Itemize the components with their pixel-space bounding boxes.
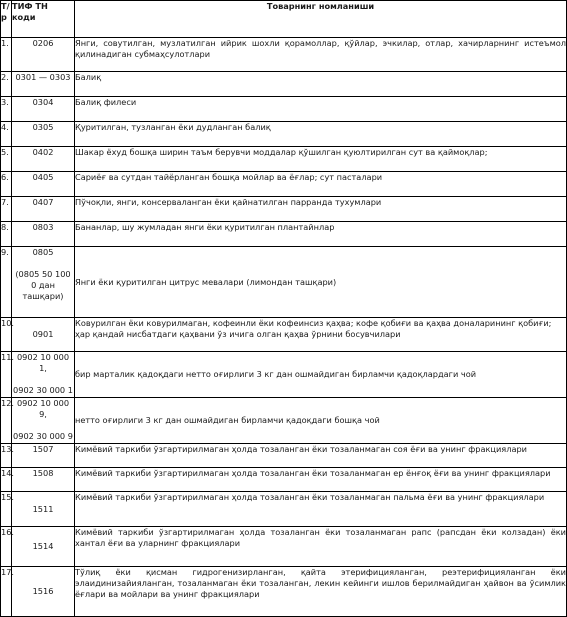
- row-code-cell: [12, 398, 75, 444]
- row-name: Сариёғ ва сутдан тайёрланган бошқа мойлар ва ёғлар; сут пасталари: [75, 172, 567, 197]
- row-number: 2.: [1, 72, 12, 97]
- row-name: Кимёвий таркиби ўзгартирилмаган ҳолда тозаланган ёки тозаланмаган ер ёнғоқ ёғи ва унинг фракциялари: [75, 468, 567, 492]
- row-code: 1507: [12, 444, 75, 468]
- row-number: 4.: [1, 122, 12, 147]
- row-number: 10.: [1, 318, 12, 352]
- header-name: Товарнинг номланиши: [75, 1, 567, 38]
- row-name: бир марталик қадоқдаги нетто оғирлиги 3 кг дан ошмайдиган бирламчи қадоқлардаги чой: [75, 352, 567, 398]
- table-row: [1, 197, 567, 222]
- row-name: Балиқ: [75, 72, 567, 97]
- row-code-extra: 0902 30 000 9: [13, 431, 73, 441]
- row-number: 14.: [1, 468, 12, 492]
- row-code: 0405: [12, 172, 75, 197]
- row-code-cell: [12, 247, 75, 318]
- row-code: 0803: [12, 222, 75, 247]
- table-row: [1, 97, 567, 122]
- row-name: Кимёвий таркиби ўзгартирилмаган ҳолда тозаланган ёки тозаланмаган соя ёғи ва унинг фракциялари: [75, 444, 567, 468]
- row-number: 8.: [1, 222, 12, 247]
- table-header-row: [1, 1, 567, 38]
- row-name: нетто оғирлиги 3 кг дан ошмайдиган бирламчи қадоқдаги бошқа чой: [75, 398, 567, 444]
- row-name: Тўлиқ ёки қисман гидрогенизирланган, қайта этерифицияланган, реэтерифицияланган ёки элаидинизайияланган, тозаланмаган ёки тозаланган, лекин кейинги ишлов берилмайдиган ҳайвон ва ўсимлик ёғлари ва мойлари ва унинг фракциялари: [75, 567, 567, 617]
- table-row: [1, 247, 567, 318]
- row-number: 15.: [1, 492, 12, 527]
- row-name: Ковурилган ёки ковурилмаган, кофеинли ёки кофеинсиз қаҳва; кофе қобиғи ва қаҳва доналарининг қобиғи; ҳар қандай нисбатдаги қаҳвани ўз ичига олган қаҳва ўрнини босувчилари: [75, 318, 567, 352]
- row-name: Бананлар, шу жумладан янги ёки қуритилган плантайнлар: [75, 222, 567, 247]
- row-number: 1.: [1, 38, 12, 72]
- table-row: [1, 318, 567, 352]
- row-code-extra: (0805 50 100 0 дан ташқари): [15, 269, 71, 301]
- row-number: 5.: [1, 147, 12, 172]
- row-number: 7.: [1, 197, 12, 222]
- row-name: Кимёвий таркиби ўзгартирилмаган ҳолда тозаланган ёки тозаланмаган пальма ёғи ва унинг фракциялари: [75, 492, 567, 527]
- table-row: [1, 147, 567, 172]
- row-number: 9.: [1, 247, 12, 318]
- table-row: [1, 38, 567, 72]
- row-code: 1508: [12, 468, 75, 492]
- row-number: 16.: [1, 527, 12, 567]
- header-code: ТИФ ТН коди: [12, 1, 75, 38]
- table-row: [1, 444, 567, 468]
- row-number: 11.: [1, 352, 12, 398]
- row-code: 0902 10 000 9,: [16, 398, 70, 419]
- row-code: 0901: [12, 318, 75, 352]
- table-row: [1, 527, 567, 567]
- row-number: 13.: [1, 444, 12, 468]
- row-code: 1511: [12, 492, 75, 527]
- row-number: 17.: [1, 567, 12, 617]
- row-code: 1516: [12, 567, 75, 617]
- row-number: 6.: [1, 172, 12, 197]
- row-name: Кимёвий таркиби ўзгартирилмаган ҳолда тозаланган ёки тозаланмаган рапс (рапсдан ёки колзадан) ёки хантал ёғи ва уларнинг фракциялари: [75, 527, 567, 567]
- table-row: [1, 122, 567, 147]
- row-name: Янги, совутилган, музлатилган ийрик шохли қорамоллар, қўйлар, эчкилар, отлар, хачирларнинг истеъмол қилинадиган субмаҳсулотлари: [75, 38, 567, 72]
- table-row: [1, 72, 567, 97]
- table-row: [1, 222, 567, 247]
- table-row: [1, 398, 567, 444]
- table-row: [1, 352, 567, 398]
- row-code: 0305: [12, 122, 75, 147]
- row-code: 0407: [12, 197, 75, 222]
- table-row: [1, 172, 567, 197]
- row-code: 0902 10 000 1,: [16, 352, 70, 373]
- row-number: 3.: [1, 97, 12, 122]
- row-code: 0805: [32, 247, 54, 257]
- table-row: [1, 492, 567, 527]
- row-code-extra: 0902 30 000 1: [13, 385, 73, 395]
- row-code: 1514: [12, 527, 75, 567]
- row-name: Пўчоқли, янги, консерваланган ёки қайнатилган парранда тухумлари: [75, 197, 567, 222]
- row-name: Қуритилган, тузланган ёки дудланган балиқ: [75, 122, 567, 147]
- row-number: 12.: [1, 398, 12, 444]
- row-name: Шакар ёхуд бошқа ширин таъм берувчи моддалар қўшилган қуюлтирилган сут ва қаймоқлар;: [75, 147, 567, 172]
- row-code: 0206: [12, 38, 75, 72]
- table-row: [1, 468, 567, 492]
- row-code-cell: [12, 352, 75, 398]
- header-number: Т/р: [1, 1, 12, 38]
- row-name: Балиқ филеси: [75, 97, 567, 122]
- row-name: Янги ёки қуритилган цитрус мевалари (лимондан ташқари): [75, 247, 567, 318]
- row-code: 0304: [12, 97, 75, 122]
- table-row: [1, 567, 567, 617]
- row-code: 0402: [12, 147, 75, 172]
- row-code: 0301 — 0303: [12, 72, 75, 97]
